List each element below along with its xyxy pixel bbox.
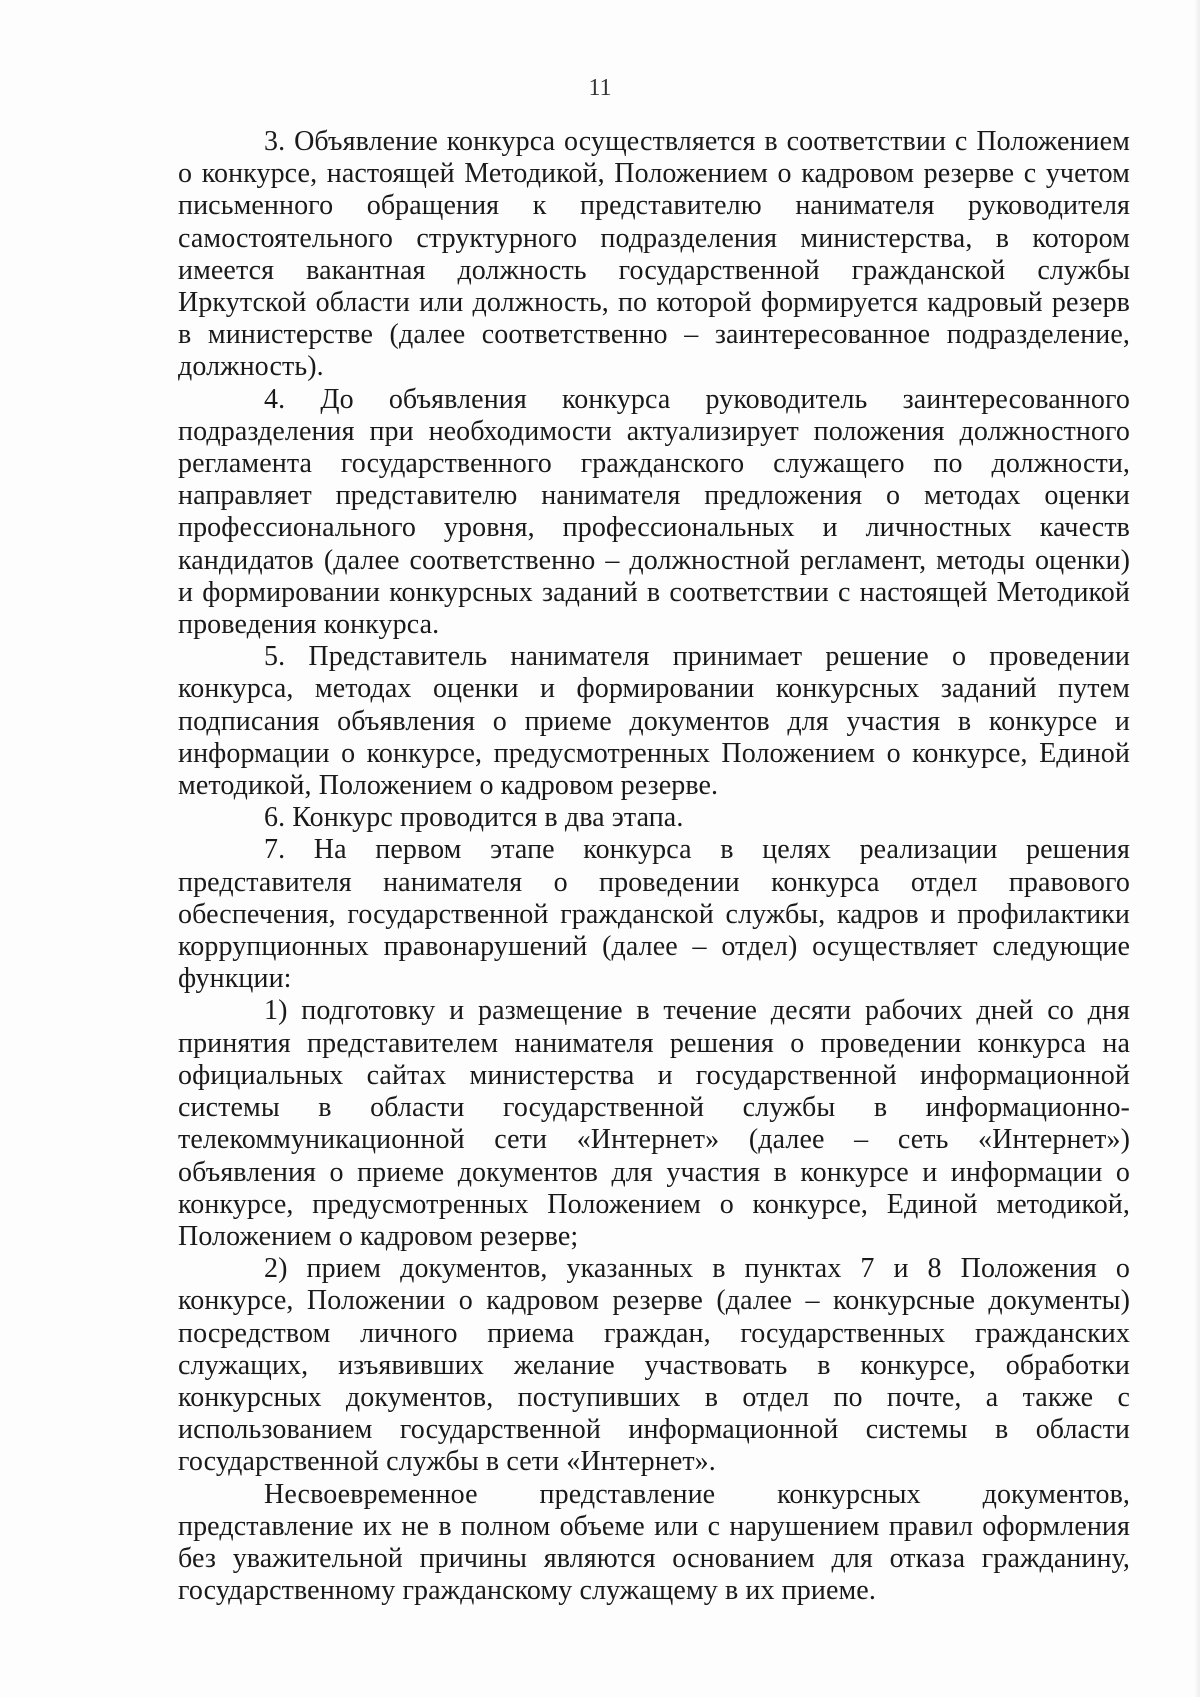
paragraph-late-submission: Несвоевременное представление конкурсных документов, представление их не в полном объеме или с нарушением правил оформления без уважительной причины являются основанием для отказа гражданину, государственному гражданскому служащему в их приеме.	[178, 1478, 1130, 1607]
paragraph-subitem-1: 1) подготовку и размещение в течение десяти рабочих дней со дня принятия представителем нанимателя решения о проведении конкурса на официальных сайтах министерства и государственной информационной системы в области государственной службы в информационно-телекоммуникационной сети «Интернет» (далее – сеть «Интернет») объявления о приеме документов для участия в конкурсе и информации о конкурсе, предусмотренных Положением о конкурсе, Единой методикой, Положением о кадровом резерве;	[178, 995, 1130, 1252]
paragraph-subitem-2: 2) прием документов, указанных в пунктах 7 и 8 Положения о конкурсе, Положении о кадровом резерве (далее – конкурсные документы) посредством личного приема граждан, государственных гражданских служащих, изъявивших желание участвовать в конкурсе, обработки конкурсных документов, поступивших в отдел по почте, а также с использованием государственной информационной системы в области государственной службы в сети «Интернет».	[178, 1253, 1130, 1478]
page-number: 11	[588, 75, 612, 101]
paragraph-item-3: 3. Объявление конкурса осуществляется в соответствии с Положением о конкурсе, настоящей Методикой, Положением о кадровом резерве с учетом письменного обращения к представителю нанимателя руководителя самостоятельного структурного подразделения министерства, в котором имеется вакантная должность государственной гражданской службы Иркутской области или должность, по которой формируется кадровый резерв в министерстве (далее соответственно – заинтересованное подразделение, должность).	[178, 126, 1130, 383]
paragraph-item-5: 5. Представитель нанимателя принимает решение о проведении конкурса, методах оценки и формировании конкурсных заданий путем подписания объявления о приеме документов для участия в конкурсе и информации о конкурсе, предусмотренных Положением о конкурсе, Единой методикой, Положением о кадровом резерве.	[178, 641, 1130, 802]
paragraph-item-4: 4. До объявления конкурса руководитель заинтересованного подразделения при необходимости актуализирует положения должностного регламента государственного гражданского служащего по должности, направляет представителю нанимателя предложения о методах оценки профессионального уровня, профессиональных и личностных качеств кандидатов (далее соответственно – должностной регламент, методы оценки) и формировании конкурсных заданий в соответствии с настоящей Методикой проведения конкурса.	[178, 383, 1130, 641]
paragraph-item-7: 7. На первом этапе конкурса в целях реализации решения представителя нанимателя о проведении конкурса отдел правового обеспечения, государственной гражданской службы, кадров и профилактики коррупционных правонарушений (далее – отдел) осуществляет следующие функции:	[178, 834, 1130, 995]
scan-edge-shadow	[1194, 0, 1200, 1697]
document-body	[178, 126, 1130, 1607]
paragraph-item-6: 6. Конкурс проводится в два этапа.	[264, 802, 684, 834]
